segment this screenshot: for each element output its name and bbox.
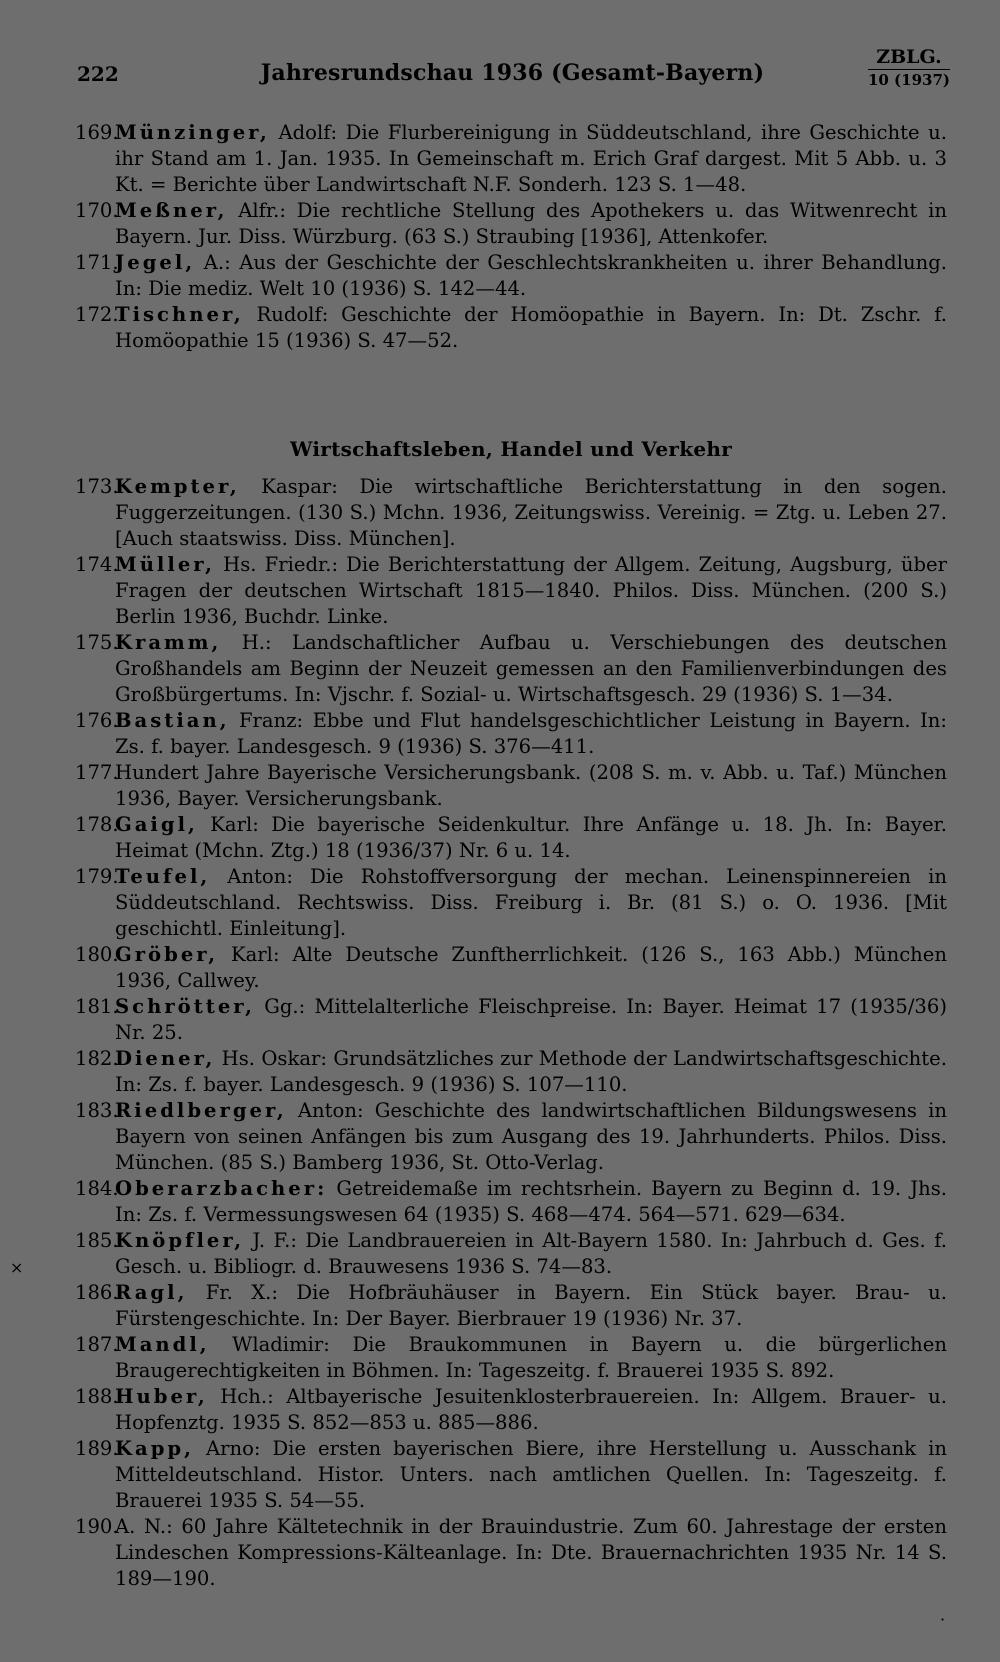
entry-author: Oberarzbacher: <box>115 1177 328 1200</box>
bibliography-entry <box>75 1436 947 1514</box>
entry-text: Hch.: Altbayerische Jesuitenklosterbrauereien. In: Allgem. Brauer- u. Hopfenztg. 1935 S. 852—853 u. 885—886. <box>115 1385 947 1434</box>
bibliography-list-bottom <box>75 474 947 1592</box>
entry-author: Tischner, <box>115 303 244 326</box>
journal-issue: 10 (1937) <box>867 71 950 89</box>
bibliography-entry <box>75 1332 947 1384</box>
bibliography-entry <box>75 942 947 994</box>
entry-text: Getreidemaße im rechtsrhein. Bayern zu Beginn d. 19. Jhs. In: Zs. f. Vermessungswesen 64 (1935) S. 468—474. 564—571. 629—634. <box>115 1177 947 1226</box>
entry-text: Anton: Geschichte des landwirtschaftlichen Bildungswesens in Bayern von seinen Anfängen bis zum Ausgang des 19. Jahrhunderts. Philos. Diss. München. (85 S.) Bamberg 1936, St. Otto-Verlag. <box>115 1099 947 1174</box>
page-number: 222 <box>77 62 119 86</box>
bibliography-entry <box>75 708 947 760</box>
bibliography-entry <box>75 120 947 198</box>
entry-text: Wladimir: Die Braukommunen in Bayern u. die bürgerlichen Braugerechtigkeiten in Böhmen. In: Tageszeitg. f. Brauerei 1935 S. 892. <box>115 1333 947 1382</box>
entry-number: 181. <box>75 995 119 1018</box>
entry-number: 177. <box>75 761 119 784</box>
entry-number: 172. <box>75 303 119 326</box>
entry-number: 189. <box>75 1437 119 1460</box>
entry-text: Karl: Die bayerische Seidenkultur. Ihre Anfänge u. 18. Jh. In: Bayer. Heimat (Mchn. Ztg.) 18 (1936/37) Nr. 6 u. 14. <box>115 813 947 862</box>
bibliography-entry <box>75 1514 947 1592</box>
entry-text: A.: Aus der Geschichte der Geschlechtskrankheiten u. ihrer Behandlung. In: Die mediz. Welt 10 (1936) S. 142—44. <box>115 251 947 300</box>
entry-text: Hs. Friedr.: Die Berichterstattung der Allgem. Zeitung, Augsburg, über Fragen der deutschen Wirtschaft 1815—1840. Philos. Diss. München. (200 S.) Berlin 1936, Buchdr. Linke. <box>115 553 947 628</box>
entry-number: 173. <box>75 475 119 498</box>
bibliography-entry <box>75 552 947 630</box>
bibliography-entry <box>75 812 947 864</box>
entry-text: H.: Landschaftlicher Aufbau u. Verschiebungen des deutschen Großhandels am Beginn der Neuzeit gemessen an den Familienverbindungen des Großbürgertums. In: Vjschr. f. Sozial- u. Wirtschaftsgesch. 29 (1936) S. 1—34. <box>115 631 947 706</box>
entry-number: 169. <box>75 121 119 144</box>
entry-number: 174. <box>75 553 119 576</box>
entry-number: 170. <box>75 199 119 222</box>
entry-number: 190. <box>75 1515 119 1538</box>
entry-number: 186. <box>75 1281 119 1304</box>
bibliography-entry <box>75 994 947 1046</box>
entry-text: Adolf: Die Flurbereinigung in Süddeutschland, ihre Geschichte u. ihr Stand am 1. Jan. 1935. In Gemeinschaft m. Erich Graf dargest. Mit 5 Abb. u. 3 Kt. = Berichte über Landwirtschaft N.F. Sonderh. 123 S. 1—48. <box>115 121 947 196</box>
bibliography-entry <box>75 1384 947 1436</box>
entry-text: Karl: Alte Deutsche Zunftherrlichkeit. (126 S., 163 Abb.) München 1936, Callwey. <box>115 943 947 992</box>
entry-author: Teufel, <box>115 865 211 888</box>
entry-text: Kaspar: Die wirtschaftliche Berichterstattung in den sogen. Fuggerzeitungen. (130 S.) Mchn. 1936, Zeitungswiss. Vereinig. = Ztg. u. Leben 27. [Auch staatswiss. Diss. München]. <box>115 475 947 550</box>
entry-number: 171. <box>75 251 119 274</box>
entry-author: Münzinger, <box>115 121 270 144</box>
stray-dot: · <box>940 1610 946 1629</box>
bibliography-entry <box>75 760 947 812</box>
entry-number: 188. <box>75 1385 119 1408</box>
bibliography-entry <box>75 1228 947 1280</box>
running-title: Jahresrundschau 1936 (Gesamt-Bayern) <box>260 60 765 86</box>
entry-author: Knöpfler, <box>115 1229 245 1252</box>
entry-text: Alfr.: Die rechtliche Stellung des Apothekers u. das Witwenrecht in Bayern. Jur. Diss. Würzburg. (63 S.) Straubing [1936], Attenkofer. <box>115 199 947 248</box>
entry-text: Franz: Ebbe und Flut handelsgeschichtlicher Leistung in Bayern. In: Zs. f. bayer. Landesgesch. 9 (1936) S. 376—411. <box>115 709 947 758</box>
entry-author: Kempter, <box>115 475 240 498</box>
entry-number: 175. <box>75 631 119 654</box>
entry-author: Gaigl, <box>115 813 198 836</box>
bibliography-list-top <box>75 120 947 354</box>
entry-text: Anton: Die Rohstoffversorgung der mechan. Leinenspinnereien in Süddeutschland. Rechtswiss. Diss. Freiburg i. Br. (81 S.) o. O. 1936. [Mit geschichtl. Einleitung]. <box>115 865 947 940</box>
journal-reference <box>868 48 950 88</box>
entry-text: Rudolf: Geschichte der Homöopathie in Bayern. In: Dt. Zschr. f. Homöopathie 15 (1936) S. 47—52. <box>115 303 947 352</box>
entry-number: 179. <box>75 865 119 888</box>
entry-author: Gröber, <box>115 943 219 966</box>
entry-author: Riedlberger, <box>115 1099 287 1122</box>
entry-author: Müller, <box>115 553 216 576</box>
entry-number: 184. <box>75 1177 119 1200</box>
entry-text: Fr. X.: Die Hofbräuhäuser in Bayern. Ein Stück bayer. Brau- u. Fürstengeschichte. In: Der Bayer. Bierbrauer 19 (1936) Nr. 37. <box>115 1281 947 1330</box>
bibliography-entry <box>75 1280 947 1332</box>
bibliography-entry <box>75 864 947 942</box>
bibliography-entry <box>75 1176 947 1228</box>
entry-author: Diener, <box>115 1047 216 1070</box>
entry-text: A. N.: 60 Jahre Kältetechnik in der Brauindustrie. Zum 60. Jahrestage der ersten Lindeschen Kompressions-Kälteanlage. In: Dte. Brauernachrichten 1935 Nr. 14 S. 189—190. <box>115 1515 947 1590</box>
entry-number: 183. <box>75 1099 119 1122</box>
entry-number: 180. <box>75 943 119 966</box>
bibliography-entry <box>75 1046 947 1098</box>
bibliography-entry <box>75 198 947 250</box>
bibliography-entry <box>75 250 947 302</box>
running-head <box>75 48 950 98</box>
entry-author: Schrötter, <box>115 995 256 1018</box>
bibliography-entry <box>75 1098 947 1176</box>
entry-number: 185. <box>75 1229 119 1252</box>
margin-mark: × <box>10 1258 24 1277</box>
entry-author: Kramm, <box>115 631 222 654</box>
entry-author: Huber, <box>115 1385 208 1408</box>
entry-author: Meßner, <box>115 199 228 222</box>
entry-number: 182. <box>75 1047 119 1070</box>
bibliography-entry <box>75 630 947 708</box>
entry-text: Hs. Oskar: Grundsätzliches zur Methode der Landwirtschaftsgeschichte. In: Zs. f. bayer. Landesgesch. 9 (1936) S. 107—110. <box>115 1047 947 1096</box>
entry-text: Gg.: Mittelalterliche Fleischpreise. In: Bayer. Heimat 17 (1935/36) Nr. 25. <box>115 995 947 1044</box>
bibliography-entry <box>75 474 947 552</box>
entry-number: 187. <box>75 1333 119 1356</box>
entry-author: Mandl, <box>115 1333 210 1356</box>
journal-abbreviation: ZBLG. <box>868 48 950 70</box>
entry-author: Jegel, <box>115 251 196 274</box>
entry-author: Bastian, <box>115 709 230 732</box>
section-heading: Wirtschaftsleben, Handel und Verkehr <box>289 437 733 461</box>
entry-number: 176. <box>75 709 119 732</box>
entry-text: Arno: Die ersten bayerischen Biere, ihre Herstellung u. Ausschank in Mitteldeutschland. Histor. Unters. nach amtlichen Quellen. In: Tageszeitg. f. Brauerei 1935 S. 54—55. <box>115 1437 947 1512</box>
entry-text: Hundert Jahre Bayerische Versicherungsbank. (208 S. m. v. Abb. u. Taf.) München 1936, Bayer. Versicherungsbank. <box>115 761 947 810</box>
entry-text: J. F.: Die Landbrauereien in Alt-Bayern 1580. In: Jahrbuch d. Ges. f. Gesch. u. Bibliogr. d. Brauwesens 1936 S. 74—83. <box>115 1229 947 1278</box>
bibliography-entry <box>75 302 947 354</box>
entry-number: 178. <box>75 813 119 836</box>
entry-author: Ragl, <box>115 1281 188 1304</box>
entry-author: Kapp, <box>115 1437 194 1460</box>
